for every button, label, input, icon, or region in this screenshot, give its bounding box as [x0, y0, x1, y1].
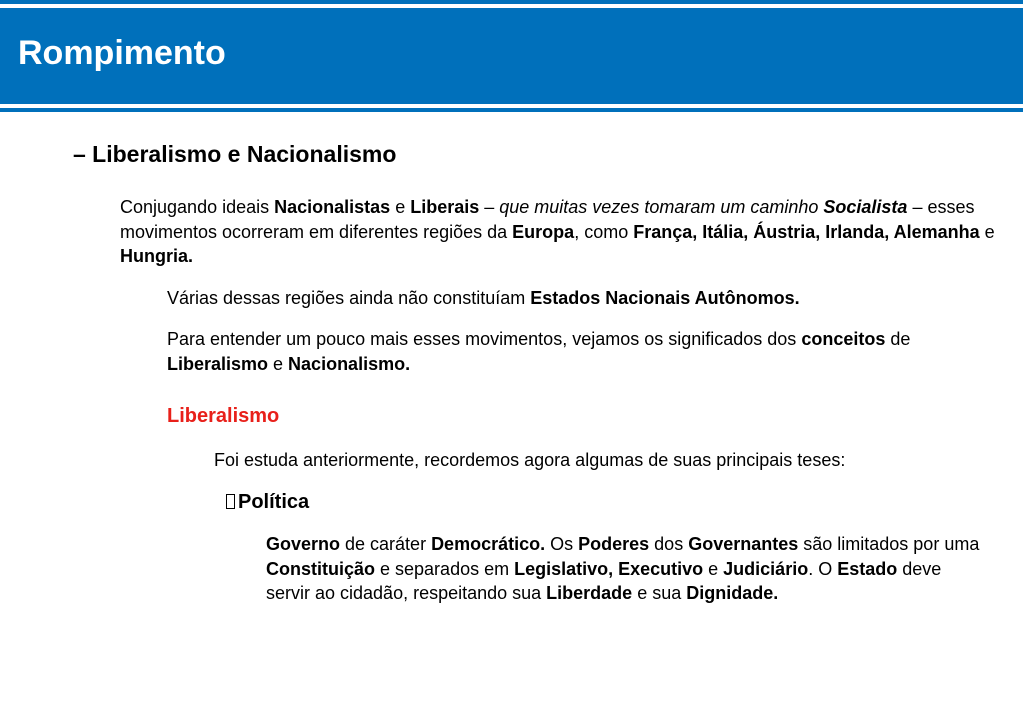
liberalismo-heading: Liberalismo — [167, 405, 280, 427]
intro-paragraph — [120, 195, 1000, 269]
text-run: Europa — [512, 221, 575, 242]
text-run: Para entender um pouco mais esses movimentos, vejamos os significados dos — [167, 329, 802, 349]
text-run: Governo — [266, 534, 341, 554]
text-run: Judiciário — [723, 558, 809, 579]
politica-paragraph — [266, 532, 986, 606]
text-run: Liberdade — [546, 583, 633, 603]
text-run: – — [479, 197, 500, 217]
text-run: Constituição — [266, 558, 376, 579]
text-run: Liberalismo — [167, 353, 269, 374]
text-run: Legislativo, Executivo — [514, 558, 704, 579]
regions-paragraph — [167, 286, 997, 311]
politica-heading — [226, 489, 309, 515]
header-top-line — [0, 0, 1023, 4]
header-bottom-line — [0, 108, 1023, 112]
text-run: – esses movimentos ocorreram em diferentes regiões da — [120, 197, 975, 242]
section-heading: – Liberalismo e Nacionalismo — [73, 141, 397, 167]
text-run: e sua — [632, 583, 687, 603]
text-run: Poderes — [578, 534, 650, 554]
text-run: e — [390, 197, 411, 217]
text-run: e — [703, 558, 724, 579]
text-run: Conjugando ideais — [120, 197, 275, 217]
text-run: e separados em — [375, 558, 515, 579]
text-run: França, Itália, Áustria, Irlanda, Alemanha — [633, 221, 980, 242]
concepts-paragraph — [167, 327, 997, 376]
politica-label: Política — [238, 491, 310, 513]
square-bullet-icon — [226, 494, 235, 509]
text-run: Nacionalistas — [274, 197, 391, 217]
text-run: Governantes — [688, 534, 799, 554]
text-run: que muitas vezes tomaram um caminho — [499, 197, 824, 217]
text-run: . O — [808, 558, 838, 579]
text-run: dos — [649, 534, 689, 554]
text-run: de caráter — [340, 534, 432, 554]
header-bar — [0, 8, 1023, 104]
text-run: Várias dessas regiões ainda não constituíam — [167, 288, 531, 308]
text-run: Estados Nacionais Autônomos. — [530, 288, 800, 308]
text-run: Socialista — [823, 197, 908, 217]
text-run: Os — [545, 534, 579, 554]
text-run: conceitos — [801, 329, 886, 349]
text-run: são limitados por uma — [798, 534, 980, 554]
liberalismo-intro: Foi estuda anteriormente, recordemos agora algumas de suas principais teses: — [214, 450, 846, 470]
text-run: Liberais — [410, 197, 480, 217]
text-run: , como — [574, 221, 634, 242]
text-run: e — [268, 353, 289, 374]
text-run: Nacionalismo. — [288, 353, 411, 374]
text-run: e — [979, 221, 995, 242]
text-run: Estado — [837, 558, 898, 579]
text-run: Hungria. — [120, 246, 194, 266]
text-run: Dignidade. — [686, 583, 779, 603]
text-run: deve servir ao cidadão, respeitando sua — [266, 558, 942, 603]
slide-title: Rompimento — [18, 34, 226, 72]
text-run: Democrático. — [431, 534, 546, 554]
text-run: de — [885, 329, 911, 349]
